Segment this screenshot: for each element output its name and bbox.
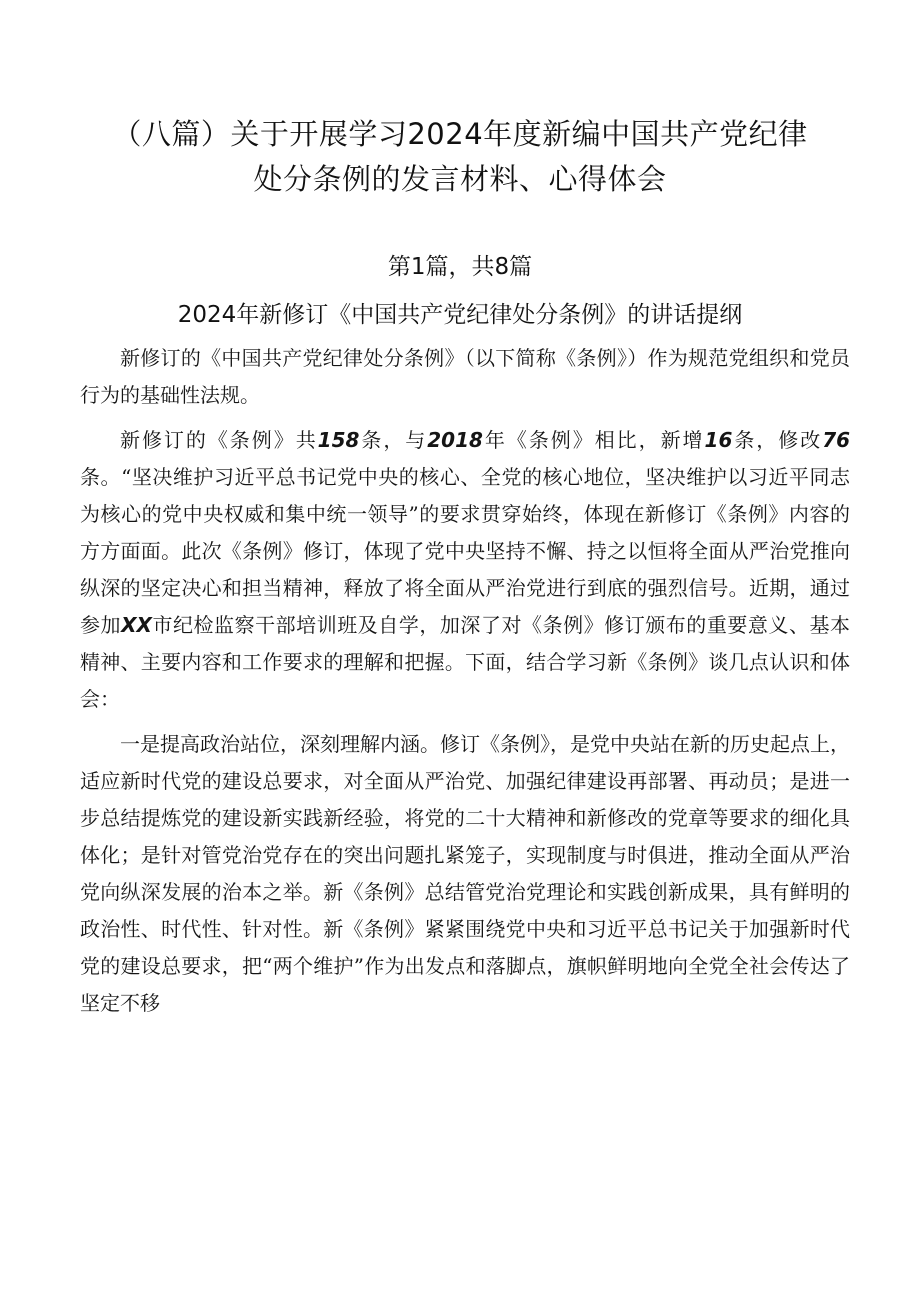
added-count: 16 <box>704 428 733 452</box>
document-title-line-2: 处分条例的发言材料、心得体会 <box>253 162 667 196</box>
city-placeholder: XX <box>121 613 152 637</box>
article-count: 158 <box>317 428 360 452</box>
paragraph-text: 条，修改 <box>732 428 823 452</box>
paragraph-text: 年《条例》相比，新增 <box>482 428 705 452</box>
document-title-line-1: （八篇）关于开展学习2024年度新编中国共产党纪律 <box>112 117 808 151</box>
speech-title: 2024年新修订《中国共产党纪律处分条例》的讲话提纲 <box>177 302 743 328</box>
paragraph-text: 条。“坚决维护习近平总书记党中央的核心、全党的核心地位，坚决维护以习近平同志为核心的党中央权威和集中统一领导”的要求贯穿始终，体现在新修订《条例》内容的方方面面。此次《条例》修订，体现了党中央坚持不懈、持之以恒将全面从严治党推向纵深的坚定决心和担当精神，释放了将全面从严治党进行到底的强烈信号。近期，通过参加 <box>80 465 850 637</box>
paragraph-text: 条，与 <box>359 428 428 452</box>
modified-count: 76 <box>822 428 851 452</box>
paragraph-text: 市纪检监察干部培训班及自学，加深了对《条例》修订颁布的重要意义、基本精神、主要内容和工作要求的理解和把握。下面，结合学习新《条例》谈几点认识和体会： <box>80 613 851 711</box>
paragraph-intro: 新修订的《中国共产党纪律处分条例》（以下简称《条例》）作为规范党组织和党员行为的基础性法规。 <box>80 346 850 407</box>
paragraph-overview <box>80 422 850 718</box>
paragraph-text: 新修订的《条例》共 <box>120 428 318 452</box>
paragraph-point-one: 一是提高政治站位，深刻理解内涵。修订《条例》，是党中央站在新的历史起点上，适应新时代党的建设总要求，对全面从严治党、加强纪律建设再部署、再动员；是进一步总结提炼党的建设新实践新经验，将党的二十大精神和新修改的党章等要求的细化具体化；是针对管党治党存在的突出问题扎紧笼子，实现制度与时俱进，推动全面从严治党向纵深发展的治本之举。新《条例》总结管党治党理论和实践创新成果，具有鲜明的政治性、时代性、针对性。新《条例》紧紧围绕党中央和习近平总书记关于加强新时代党的建设总要求，把“两个维护”作为出发点和落脚点，旗帜鲜明地向全党全社会传达了坚定不移 <box>80 732 850 1015</box>
section-label: 第1篇，共8篇 <box>387 254 533 280</box>
year-number: 2018 <box>427 428 483 452</box>
document-body <box>80 340 850 1032</box>
